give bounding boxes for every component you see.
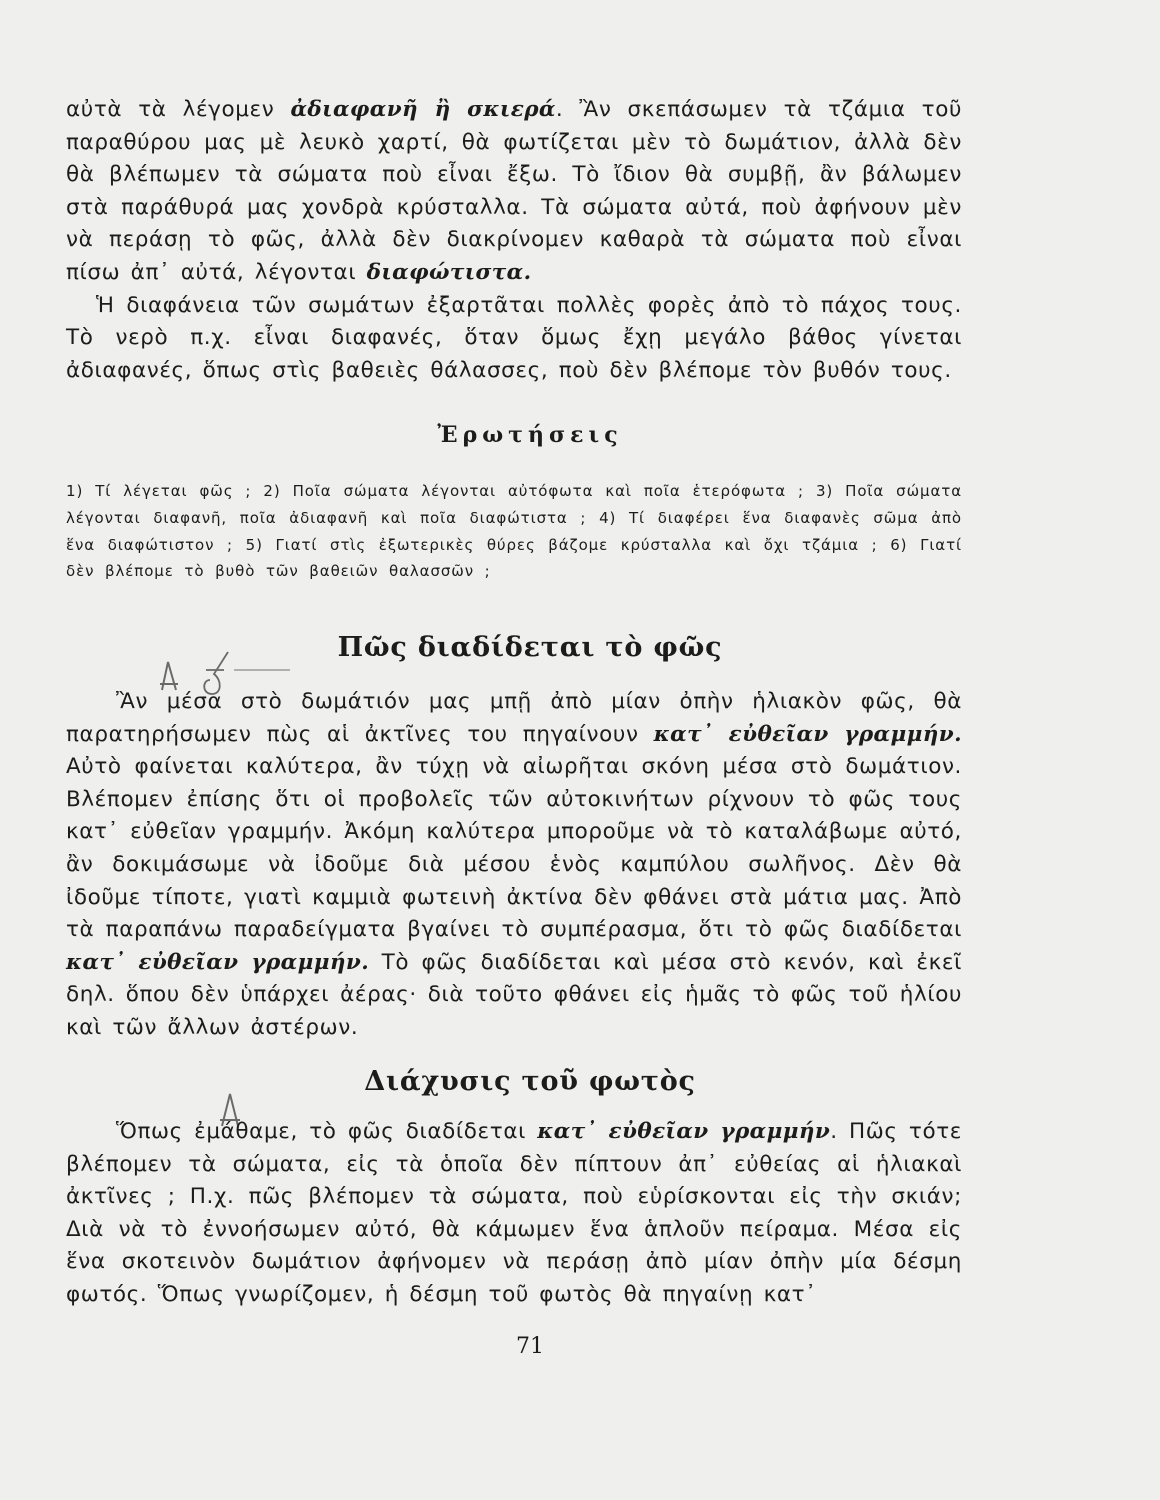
keyword-translucent: διαφώτιστα. [366,259,532,285]
section-propagation-text [66,686,962,1045]
intro-paragraph-2: Ἡ διαφάνεια τῶν σωμάτων ἐξαρτᾶται πολλὲς φορὲς ἀπὸ τὸ πάχος τους. Τὸ νερὸ π.χ. εἶναι διαφανές, ὅταν ὅμως ἔχῃ μεγάλο βάθος γίνεται ἀδιαφανές, ὅπως στὶς βαθειὲς θάλασσες, ποὺ δὲν βλέπομε τὸν βυθόν τους. [66,292,962,383]
questions-list: 1) Τί λέγεται φῶς ; 2) Ποῖα σώματα λέγονται αὐτόφωτα καὶ ποῖα ἑτερόφωτα ; 3) Ποῖα σώματα λέγονται διαφανῆ, ποῖα ἀδιαφανῆ καὶ ποῖα διαφώτιστα ; 4) Τί διαφέρει ἕνα διαφανὲς σῶμα ἀπὸ ἕνα διαφώτιστον ; 5) Γιατί στὶς ἐξωτερικὲς θύρες βάζομε κρύσταλλα καὶ ὄχι τζάμια ; 6) Γιατί δὲν βλέπομε τὸ βυθὸ τῶν βαθειῶν θαλασσῶν ; [66,482,962,581]
propagation-text-run: Αὐτὸ φαίνεται καλύτερα, ἂν τύχῃ νὰ αἰωρῆται σκόνη μέσα στὸ δωμάτιον. Βλέπομεν ἐπίσης ὅτι οἱ προβολεῖς τῶν αὐτοκινήτων ρίχνουν τὸ φῶς τους κατ᾽ εὐθεῖαν γραμμήν. Ἀκόμη καλύτερα μποροῦμε νὰ τὸ καταλάβωμε αὐτό, ἂν δοκιμάσωμε νὰ ἰδοῦμε διὰ μέσου ἑνὸς καμπύλου σωλῆνος. Δὲν θὰ ἰδοῦμε τίποτε, γιατὶ καμμιὰ φωτεινὴ ἀκτίνα δὲν φθάνει στὰ μάτια μας. Ἀπὸ τὰ παραπάνω παραδείγματα βγαίνει τὸ συμπέρασμα, ὅτι τὸ φῶς διαδίδεται [66,754,962,943]
diffusion-text-run: . Πῶς τότε βλέπομεν τὰ σώματα, εἰς τὰ ὁποῖα δὲν πίπτουν ἀπ᾽ εὐθείας αἱ ἡλιακαὶ ἀκτῖνες ; Π.χ. πῶς βλέπομεν τὰ σώματα, ποὺ εὑρίσκονται εἰς τὴν σκιάν; Διὰ νὰ τὸ ἐννοήσωμεν αὐτό, θὰ κάμωμεν ἕνα ἁπλοῦν πείραμα. Μέσα εἰς ἕνα σκοτεινὸν δωμάτιον ἀφήνομεν νὰ περάσῃ ἀπὸ μίαν ὀπὴν μία δέσμη φωτός. Ὅπως γνωρίζομεν, ἡ δέσμη τοῦ φωτὸς θὰ πηγαίνῃ κατ᾽ [66,1119,962,1307]
page-number: 71 [516,1334,544,1359]
keyword-straight-line: κατ᾽ εὐθεῖαν γραμμήν [537,1119,831,1144]
keyword-straight-line: κατ᾽ εὐθεῖαν γραμμήν. [653,721,962,747]
propagation-paragraph [66,686,962,1045]
section-heading-diffusion: Διάχυσις τοῦ φωτὸς [364,1066,696,1097]
intro-text-run: αὐτὰ τὰ λέγομεν [66,97,291,122]
section-heading-propagation: Πῶς διαδίδεται τὸ φῶς [337,632,723,663]
propagation-text-run: Ἂν μέσα στὸ δωμάτιόν μας μπῇ ἀπὸ μίαν ὀπὴν ἡλιακὸν φῶς, θὰ παρατηρήσωμεν πὼς αἱ ἀκτῖνες του πηγαίνουν [66,689,962,747]
intro-text-run: . Ἂν σκεπάσωμεν τὰ τζάμια τοῦ παραθύρου μας μὲ λευκὸ χαρτί, θὰ φωτίζεται μὲν τὸ δωμάτιον, ἀλλὰ δὲν θὰ βλέπωμεν τὰ σώματα ποὺ εἶναι ἔξω. Τὸ ἴδιον θὰ συμβῇ, ἂν βάλωμεν στὰ παράθυρά μας χονδρὰ κρύσταλλα. Τὰ σώματα αὐτά, ποὺ ἀφήνουν μὲν νὰ περάσῃ τὸ φῶς, ἀλλὰ δὲν διακρίνομεν καθαρὰ τὰ σώματα ποὺ εἶναι πίσω ἀπ᾽ αὐτά, λέγονται [66,97,962,285]
diffusion-paragraph [66,1116,962,1312]
diffusion-text-run: Ὅπως ἐμάθαμε, τὸ φῶς διαδίδεται [116,1119,538,1144]
keyword-straight-line: κατ᾽ εὐθεῖαν γραμμήν. [66,949,370,975]
propagation-text-run: Τὸ φῶς διαδίδεται καὶ μέσα στὸ κενόν, καὶ ἐκεῖ δηλ. ὅπου δὲν ὑπάρχει ἀέρας· διὰ τοῦτο φθάνει εἰς ἡμᾶς τὸ φῶς τοῦ ἡλίου καὶ τῶν ἄλλων ἀστέρων. [66,949,962,1040]
section-diffusion-text [66,1116,962,1312]
intro-text [66,94,962,387]
intro-paragraph-1 [66,94,962,290]
keyword-opaque: ἀδιαφανῆ ἢ σκιερά [290,97,556,122]
questions-heading: Ἐρωτήσεις [437,422,623,448]
